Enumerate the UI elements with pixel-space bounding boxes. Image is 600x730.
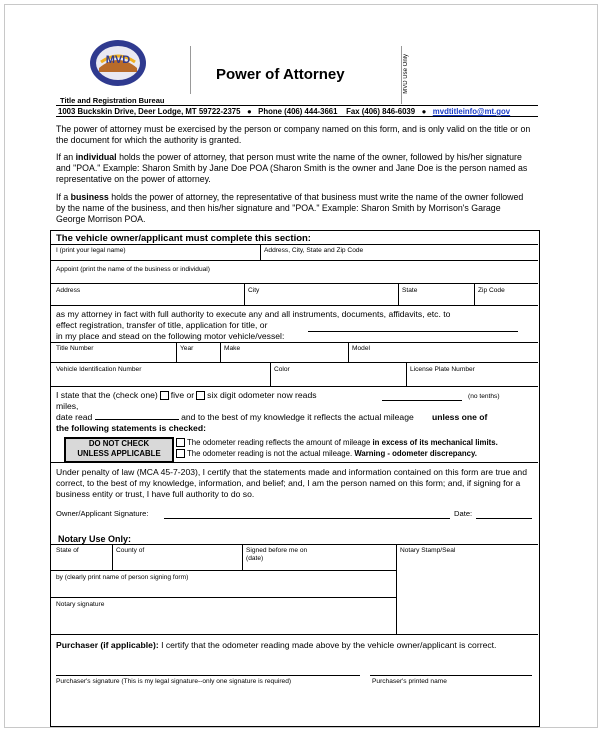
authority-line-2: effect registration, transfer of title, application for title, or bbox=[56, 320, 268, 330]
unless-statement: the following statements is checked: bbox=[56, 423, 206, 433]
purchaser-statement: Purchaser (if applicable): I certify that the odometer reading made above by the vehicle owner/applicant is correct. bbox=[56, 640, 497, 650]
plate-label: License Plate Number bbox=[410, 366, 475, 373]
logo-text: MVD bbox=[105, 54, 131, 66]
notary-stamp-label: Notary Stamp/Seal bbox=[400, 547, 456, 554]
purchaser-signature-blank[interactable] bbox=[56, 675, 360, 676]
make-label: Make bbox=[224, 345, 241, 352]
county-of-label: County of bbox=[116, 547, 145, 554]
intro-paragraph-1: The power of attorney must be exercised by the person or company named on this form, and is only valid on the title or on the document for which the authority is granted. bbox=[56, 124, 531, 145]
city-label: City bbox=[248, 287, 260, 294]
by-print-label: by (clearly print name of person signing form) bbox=[56, 574, 189, 581]
mvd-use-only: MVD Use Only bbox=[403, 54, 409, 94]
form-title: Power of Attorney bbox=[216, 66, 345, 83]
not-actual-mileage-checkbox[interactable] bbox=[176, 449, 185, 458]
date-read-blank[interactable] bbox=[95, 419, 179, 420]
mvd-use-divider bbox=[401, 46, 402, 104]
owner-section-heading: The vehicle owner/applicant must complete this section: bbox=[56, 233, 311, 244]
state-of-label: State of bbox=[56, 547, 79, 554]
odometer-reading-blank[interactable] bbox=[382, 400, 462, 401]
six-digit-checkbox[interactable] bbox=[196, 391, 205, 400]
owner-signature-blank[interactable] bbox=[164, 518, 450, 519]
intro-paragraph-3: If a business holds the power of attorney, the representative of that business must write the name of the owner followed by the name of the business, and then his/her signature and "POA." Example: Sharon Smith by Morrison's Garage George Morrison POA. bbox=[56, 192, 524, 224]
appoint-label: Appoint (print the name of the business or individual) bbox=[56, 266, 210, 273]
do-not-check-box: DO NOT CHECK UNLESS APPLICABLE bbox=[64, 437, 174, 463]
year-label: Year bbox=[180, 345, 194, 352]
vin-label: Vehicle Identification Number bbox=[56, 366, 142, 373]
odometer-option-2: The odometer reading is not the actual mileage. Warning - odometer discrepancy. bbox=[174, 449, 477, 458]
signed-before-label: Signed before me on bbox=[246, 547, 308, 554]
unless-statement-text: unless one of bbox=[432, 412, 488, 422]
color-label: Color bbox=[274, 366, 290, 373]
state-label: State bbox=[402, 287, 418, 294]
legal-name-label: I (print your legal name) bbox=[56, 247, 126, 254]
title-number-label: Title Number bbox=[56, 345, 94, 352]
owner-date-blank[interactable] bbox=[476, 518, 532, 519]
notary-heading: Notary Use Only: bbox=[58, 534, 132, 544]
no-tenths: (no tenths) bbox=[468, 393, 500, 400]
address-label: Address bbox=[56, 287, 81, 294]
five-digit-checkbox[interactable] bbox=[160, 391, 169, 400]
intro-paragraph-2: If an individual holds the power of attorney, that person must write the name of the owner, followed by his/her signature and "POA." Example: Sharon Smith by Jane Doe POA (Sharon Smith is the owner and Jane Doe is the person named as representative on the power of attorney. bbox=[56, 152, 528, 184]
authority-line-1: as my attorney in fact with full authority to execute any and all instruments, documents, affidavits, etc. to bbox=[56, 309, 451, 319]
odometer-option-1: The odometer reading reflects the amount of mileage in excess of its mechanical limits. bbox=[174, 438, 498, 447]
zip-label: Zip Code bbox=[478, 287, 505, 294]
phone: Phone (406) 444-3661 bbox=[258, 107, 338, 116]
address-city-state-zip-label: Address, City, State and Zip Code bbox=[264, 247, 364, 254]
authority-other-blank[interactable] bbox=[308, 331, 518, 332]
date-paren-label: (date) bbox=[246, 555, 264, 562]
bureau-name: Title and Registration Bureau bbox=[60, 96, 165, 105]
purchaser-signature-label: Purchaser's signature (This is my legal signature--only one signature is required) bbox=[56, 678, 292, 685]
miles-label: miles, bbox=[56, 401, 79, 411]
address-line: 1003 Buckskin Drive, Deer Lodge, MT 59722-2375 ● Phone (406) 444-3661 Fax (406) 846-6039 ● mvdtitleinfo@mt.gov bbox=[58, 107, 511, 116]
purchaser-printed-name-label: Purchaser's printed name bbox=[372, 678, 447, 685]
notary-signature-label: Notary signature bbox=[56, 601, 105, 608]
street-address: 1003 Buckskin Drive, Deer Lodge, MT 59722-2375 bbox=[58, 107, 241, 116]
address-rule-bottom bbox=[56, 116, 538, 117]
perjury-statement: Under penalty of law (MCA 45-7-203), I certify that the statements made and information contained on this form are true and correct, to the best of my knowledge, information, and belief; and, I am the person named on this form; and, if signing for a business entity or trust, I have full authority to do so. bbox=[56, 467, 527, 499]
mvd-seal-logo bbox=[87, 38, 149, 88]
owner-date-label: Date: bbox=[454, 509, 473, 518]
model-label: Model bbox=[352, 345, 370, 352]
odometer-line-1: I state that the (check one) five or six digit odometer now reads bbox=[56, 390, 317, 400]
owner-signature-label: Owner/Applicant Signature: bbox=[56, 509, 149, 518]
email-link[interactable]: mvdtitleinfo@mt.gov bbox=[432, 107, 511, 116]
fax: Fax (406) 846-6039 bbox=[346, 107, 416, 116]
authority-line-3: in my place and stead on the following motor vehicle/vessel: bbox=[56, 331, 285, 341]
address-rule-top bbox=[56, 105, 538, 106]
date-read-line: date read and to the best of my knowledge it reflects the actual mileage bbox=[56, 412, 414, 422]
purchaser-printed-name-blank[interactable] bbox=[370, 675, 532, 676]
excess-mileage-checkbox[interactable] bbox=[176, 438, 185, 447]
header-divider bbox=[190, 46, 191, 94]
